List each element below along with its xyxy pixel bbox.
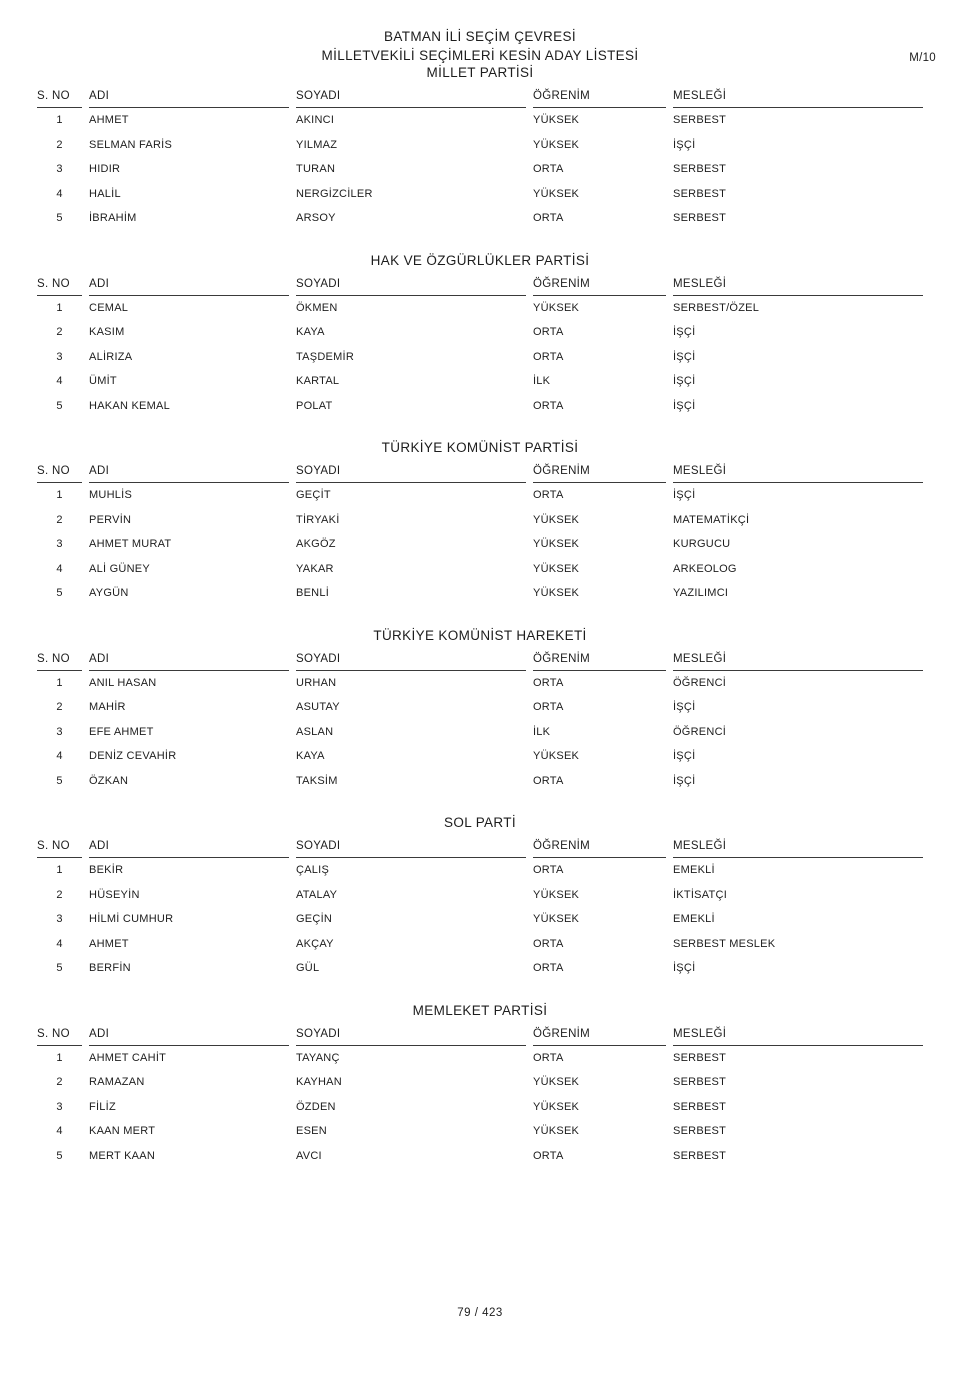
candidate-row — [37, 182, 923, 207]
cell-sno: 4 — [56, 375, 63, 388]
party-name: MİLLET PARTİSİ — [426, 65, 534, 80]
candidate-row — [37, 671, 923, 696]
cell-ogrenim: ORTA — [533, 350, 564, 363]
candidate-row — [37, 394, 923, 419]
cell-sno: 3 — [56, 1100, 63, 1113]
cell-soyadi: YAKAR — [296, 562, 334, 575]
column-header-soyadi: SOYADI — [296, 840, 526, 858]
cell-adi: PERVİN — [89, 513, 132, 526]
cell-sno: 1 — [56, 1051, 63, 1064]
column-header-sno: S. NO — [37, 653, 82, 671]
candidate-row — [37, 369, 923, 394]
cell-soyadi: GÜL — [296, 962, 320, 975]
cell-soyadi: ESEN — [296, 1125, 327, 1138]
party-section — [0, 1003, 960, 1169]
cell-adi: ÜMİT — [89, 375, 117, 388]
cell-sno: 2 — [56, 1076, 63, 1089]
candidates-table — [30, 278, 930, 419]
candidate-row — [37, 956, 923, 981]
candidate-row — [37, 695, 923, 720]
cell-meslegi: İŞÇİ — [673, 326, 696, 339]
table-header-row — [37, 278, 923, 296]
candidates-table — [30, 465, 930, 606]
cell-adi: EFE AHMET — [89, 725, 154, 738]
cell-adi: ALİRIZA — [89, 350, 133, 363]
cell-sno: 1 — [56, 864, 63, 877]
document-page — [0, 28, 960, 1386]
column-header-adi: ADI — [89, 90, 289, 108]
cell-ogrenim: YÜKSEK — [533, 513, 580, 526]
cell-meslegi: SERBEST — [673, 1051, 727, 1064]
cell-adi: KAAN MERT — [89, 1125, 156, 1138]
cell-ogrenim: YÜKSEK — [533, 187, 580, 200]
cell-adi: MUHLİS — [89, 489, 133, 502]
cell-soyadi: ÇALIŞ — [296, 864, 330, 877]
cell-soyadi: ÖKMEN — [296, 301, 338, 314]
cell-adi: KASIM — [89, 326, 125, 339]
cell-meslegi: İŞÇİ — [673, 489, 696, 502]
cell-ogrenim: ORTA — [533, 937, 564, 950]
cell-adi: HALİL — [89, 187, 121, 200]
cell-ogrenim: ORTA — [533, 864, 564, 877]
cell-soyadi: GEÇİN — [296, 913, 333, 926]
cell-meslegi: SERBEST — [673, 1100, 727, 1113]
cell-meslegi: EMEKLİ — [673, 864, 715, 877]
cell-adi: AHMET — [89, 114, 129, 127]
candidate-row — [37, 532, 923, 557]
party-section — [0, 815, 960, 981]
cell-soyadi: YILMAZ — [296, 138, 338, 151]
cell-soyadi: AVCI — [296, 1149, 322, 1162]
candidate-row — [37, 883, 923, 908]
cell-meslegi: İŞÇİ — [673, 399, 696, 412]
cell-adi: ANIL HASAN — [89, 676, 157, 689]
candidate-row — [37, 1070, 923, 1095]
cell-adi: CEMAL — [89, 301, 129, 314]
candidate-row — [37, 932, 923, 957]
cell-soyadi: ÖZDEN — [296, 1100, 336, 1113]
page-number: 79 / 423 — [457, 1307, 503, 1319]
cell-meslegi: YAZILIMCI — [673, 587, 729, 600]
cell-adi: SELMAN FARİS — [89, 138, 173, 151]
candidate-row — [37, 858, 923, 883]
cell-ogrenim: ORTA — [533, 676, 564, 689]
cell-ogrenim: İLK — [533, 725, 551, 738]
cell-adi: AHMET — [89, 937, 129, 950]
cell-sno: 5 — [56, 774, 63, 787]
cell-sno: 4 — [56, 187, 63, 200]
cell-ogrenim: YÜKSEK — [533, 587, 580, 600]
cell-meslegi: İŞÇİ — [673, 750, 696, 763]
cell-soyadi: URHAN — [296, 676, 337, 689]
column-header-adi: ADI — [89, 653, 289, 671]
cell-soyadi: KAYHAN — [296, 1076, 342, 1089]
cell-meslegi: İŞÇİ — [673, 701, 696, 714]
column-header-sno: S. NO — [37, 278, 82, 296]
candidate-row — [37, 345, 923, 370]
table-header-row — [37, 1028, 923, 1046]
cell-ogrenim: ORTA — [533, 774, 564, 787]
cell-soyadi: AKINCI — [296, 114, 335, 127]
cell-meslegi: MATEMATİKÇİ — [673, 513, 750, 526]
cell-sno: 5 — [56, 212, 63, 225]
column-header-ogrenim: ÖĞRENİM — [533, 90, 666, 108]
cell-meslegi: SERBEST/ÖZEL — [673, 301, 760, 314]
cell-sno: 3 — [56, 350, 63, 363]
cell-ogrenim: YÜKSEK — [533, 1076, 580, 1089]
cell-soyadi: BENLİ — [296, 587, 330, 600]
cell-ogrenim: ORTA — [533, 962, 564, 975]
cell-soyadi: TAYANÇ — [296, 1051, 340, 1064]
cell-adi: BERFİN — [89, 962, 131, 975]
cell-ogrenim: YÜKSEK — [533, 1100, 580, 1113]
party-section — [0, 440, 960, 606]
cell-meslegi: İŞÇİ — [673, 962, 696, 975]
cell-soyadi: KARTAL — [296, 375, 340, 388]
cell-meslegi: İŞÇİ — [673, 138, 696, 151]
column-header-soyadi: SOYADI — [296, 1028, 526, 1046]
cell-sno: 5 — [56, 1149, 63, 1162]
cell-soyadi: KAYA — [296, 326, 325, 339]
column-header-ogrenim: ÖĞRENİM — [533, 1028, 666, 1046]
cell-sno: 2 — [56, 888, 63, 901]
cell-meslegi: SERBEST MESLEK — [673, 937, 776, 950]
candidate-row — [37, 133, 923, 158]
cell-adi: ALİ GÜNEY — [89, 562, 150, 575]
cell-ogrenim: YÜKSEK — [533, 538, 580, 551]
document-heading — [0, 28, 960, 65]
candidate-row — [37, 557, 923, 582]
party-section — [0, 65, 960, 231]
cell-ogrenim: YÜKSEK — [533, 888, 580, 901]
cell-ogrenim: ORTA — [533, 489, 564, 502]
cell-soyadi: POLAT — [296, 399, 333, 412]
cell-meslegi: ÖĞRENCİ — [673, 676, 727, 689]
candidate-row — [37, 1046, 923, 1071]
column-header-meslegi: MESLEĞİ — [673, 90, 923, 108]
candidate-row — [37, 1095, 923, 1120]
table-header-row — [37, 840, 923, 858]
cell-soyadi: ASLAN — [296, 725, 334, 738]
cell-adi: AHMET MURAT — [89, 538, 172, 551]
candidate-row — [37, 907, 923, 932]
column-header-soyadi: SOYADI — [296, 465, 526, 483]
cell-adi: AHMET CAHİT — [89, 1051, 167, 1064]
cell-sno: 3 — [56, 725, 63, 738]
party-name: TÜRKİYE KOMÜNİST PARTİSİ — [381, 440, 579, 455]
cell-adi: HAKAN KEMAL — [89, 399, 170, 412]
cell-meslegi: İŞÇİ — [673, 350, 696, 363]
cell-sno: 4 — [56, 937, 63, 950]
cell-sno: 3 — [56, 163, 63, 176]
candidate-row — [37, 1144, 923, 1169]
column-header-meslegi: MESLEĞİ — [673, 653, 923, 671]
candidate-row — [37, 1119, 923, 1144]
cell-ogrenim: ORTA — [533, 326, 564, 339]
cell-ogrenim: ORTA — [533, 701, 564, 714]
cell-ogrenim: İLK — [533, 375, 551, 388]
column-header-meslegi: MESLEĞİ — [673, 1028, 923, 1046]
cell-sno: 5 — [56, 962, 63, 975]
column-header-meslegi: MESLEĞİ — [673, 278, 923, 296]
cell-sno: 1 — [56, 114, 63, 127]
cell-sno: 3 — [56, 913, 63, 926]
cell-soyadi: ARSOY — [296, 212, 336, 225]
cell-adi: MAHİR — [89, 701, 126, 714]
party-sections — [0, 65, 960, 1168]
cell-ogrenim: YÜKSEK — [533, 750, 580, 763]
cell-meslegi: İKTİSATÇI — [673, 888, 727, 901]
cell-sno: 4 — [56, 750, 63, 763]
candidate-row — [37, 320, 923, 345]
cell-meslegi: SERBEST — [673, 212, 727, 225]
party-name: SOL PARTİ — [444, 815, 516, 830]
cell-adi: MERT KAAN — [89, 1149, 156, 1162]
table-header-row — [37, 653, 923, 671]
cell-meslegi: ÖĞRENCİ — [673, 725, 727, 738]
cell-adi: HİLMİ CUMHUR — [89, 913, 174, 926]
heading-list-title-line: MİLLETVEKİLİ SEÇİMLERİ KESİN ADAY LİSTESİ — [321, 47, 639, 63]
cell-sno: 5 — [56, 587, 63, 600]
column-header-adi: ADI — [89, 840, 289, 858]
column-header-adi: ADI — [89, 465, 289, 483]
cell-sno: 2 — [56, 513, 63, 526]
cell-soyadi: TURAN — [296, 163, 336, 176]
column-header-ogrenim: ÖĞRENİM — [533, 278, 666, 296]
candidate-row — [37, 157, 923, 182]
column-header-sno: S. NO — [37, 90, 82, 108]
cell-sno: 4 — [56, 1125, 63, 1138]
cell-soyadi: AKGÖZ — [296, 538, 336, 551]
column-header-meslegi: MESLEĞİ — [673, 840, 923, 858]
cell-ogrenim: ORTA — [533, 1051, 564, 1064]
cell-meslegi: SERBEST — [673, 1125, 727, 1138]
cell-sno: 3 — [56, 538, 63, 551]
cell-meslegi: EMEKLİ — [673, 913, 715, 926]
cell-adi: BEKİR — [89, 864, 124, 877]
cell-sno: 2 — [56, 701, 63, 714]
cell-sno: 2 — [56, 138, 63, 151]
cell-soyadi: ASUTAY — [296, 701, 340, 714]
cell-soyadi: ATALAY — [296, 888, 338, 901]
candidate-row — [37, 720, 923, 745]
cell-soyadi: AKÇAY — [296, 937, 334, 950]
candidate-row — [37, 206, 923, 231]
cell-sno: 5 — [56, 399, 63, 412]
candidates-table — [30, 840, 930, 981]
cell-ogrenim: YÜKSEK — [533, 301, 580, 314]
cell-adi: DENİZ CEVAHİR — [89, 750, 177, 763]
candidate-row — [37, 296, 923, 321]
cell-sno: 1 — [56, 489, 63, 502]
candidate-row — [37, 108, 923, 133]
page-code: M/10 — [909, 52, 936, 64]
column-header-sno: S. NO — [37, 1028, 82, 1046]
cell-ogrenim: YÜKSEK — [533, 1125, 580, 1138]
cell-ogrenim: YÜKSEK — [533, 138, 580, 151]
cell-adi: RAMAZAN — [89, 1076, 145, 1089]
candidate-row — [37, 744, 923, 769]
column-header-soyadi: SOYADI — [296, 90, 526, 108]
cell-sno: 2 — [56, 326, 63, 339]
column-header-ogrenim: ÖĞRENİM — [533, 465, 666, 483]
cell-ogrenim: ORTA — [533, 163, 564, 176]
candidate-row — [37, 483, 923, 508]
cell-ogrenim: ORTA — [533, 399, 564, 412]
cell-meslegi: SERBEST — [673, 163, 727, 176]
cell-meslegi: SERBEST — [673, 1076, 727, 1089]
cell-soyadi: NERGİZCİLER — [296, 187, 373, 200]
candidates-table — [30, 1028, 930, 1169]
cell-soyadi: TİRYAKİ — [296, 513, 340, 526]
cell-adi: İBRAHİM — [89, 212, 137, 225]
column-header-soyadi: SOYADI — [296, 653, 526, 671]
cell-adi: ÖZKAN — [89, 774, 129, 787]
column-header-adi: ADI — [89, 278, 289, 296]
party-name: MEMLEKET PARTİSİ — [412, 1002, 548, 1018]
party-name: TÜRKİYE KOMÜNİST HAREKETİ — [373, 627, 587, 643]
candidate-row — [37, 508, 923, 533]
cell-meslegi: SERBEST — [673, 1149, 727, 1162]
cell-ogrenim: YÜKSEK — [533, 114, 580, 127]
cell-ogrenim: ORTA — [533, 1149, 564, 1162]
cell-sno: 4 — [56, 562, 63, 575]
heading-district-line: BATMAN İLİ SEÇİM ÇEVRESİ — [384, 29, 576, 44]
column-header-ogrenim: ÖĞRENİM — [533, 653, 666, 671]
cell-ogrenim: YÜKSEK — [533, 562, 580, 575]
table-header-row — [37, 465, 923, 483]
cell-meslegi: SERBEST — [673, 187, 727, 200]
candidate-row — [37, 769, 923, 794]
column-header-ogrenim: ÖĞRENİM — [533, 840, 666, 858]
party-name: HAK VE ÖZGÜRLÜKLER PARTİSİ — [370, 252, 590, 268]
cell-soyadi: TAKSİM — [296, 774, 338, 787]
cell-adi: AYGÜN — [89, 587, 129, 600]
party-section — [0, 628, 960, 794]
column-header-sno: S. NO — [37, 840, 82, 858]
candidates-table — [30, 90, 930, 231]
column-header-meslegi: MESLEĞİ — [673, 465, 923, 483]
cell-sno: 1 — [56, 676, 63, 689]
column-header-sno: S. NO — [37, 465, 82, 483]
candidates-table — [30, 653, 930, 794]
cell-meslegi: KURGUCU — [673, 538, 731, 551]
cell-soyadi: TAŞDEMİR — [296, 350, 355, 363]
cell-soyadi: KAYA — [296, 750, 325, 763]
cell-soyadi: GEÇİT — [296, 489, 331, 502]
cell-meslegi: ARKEOLOG — [673, 562, 737, 575]
cell-adi: HIDIR — [89, 163, 121, 176]
party-section — [0, 253, 960, 419]
column-header-soyadi: SOYADI — [296, 278, 526, 296]
table-header-row — [37, 90, 923, 108]
cell-ogrenim: YÜKSEK — [533, 913, 580, 926]
candidate-row — [37, 581, 923, 606]
cell-ogrenim: ORTA — [533, 212, 564, 225]
cell-meslegi: SERBEST — [673, 114, 727, 127]
column-header-adi: ADI — [89, 1028, 289, 1046]
cell-meslegi: İŞÇİ — [673, 375, 696, 388]
cell-sno: 1 — [56, 301, 63, 314]
cell-adi: FİLİZ — [89, 1100, 116, 1113]
cell-meslegi: İŞÇİ — [673, 774, 696, 787]
cell-adi: HÜSEYİN — [89, 888, 140, 901]
